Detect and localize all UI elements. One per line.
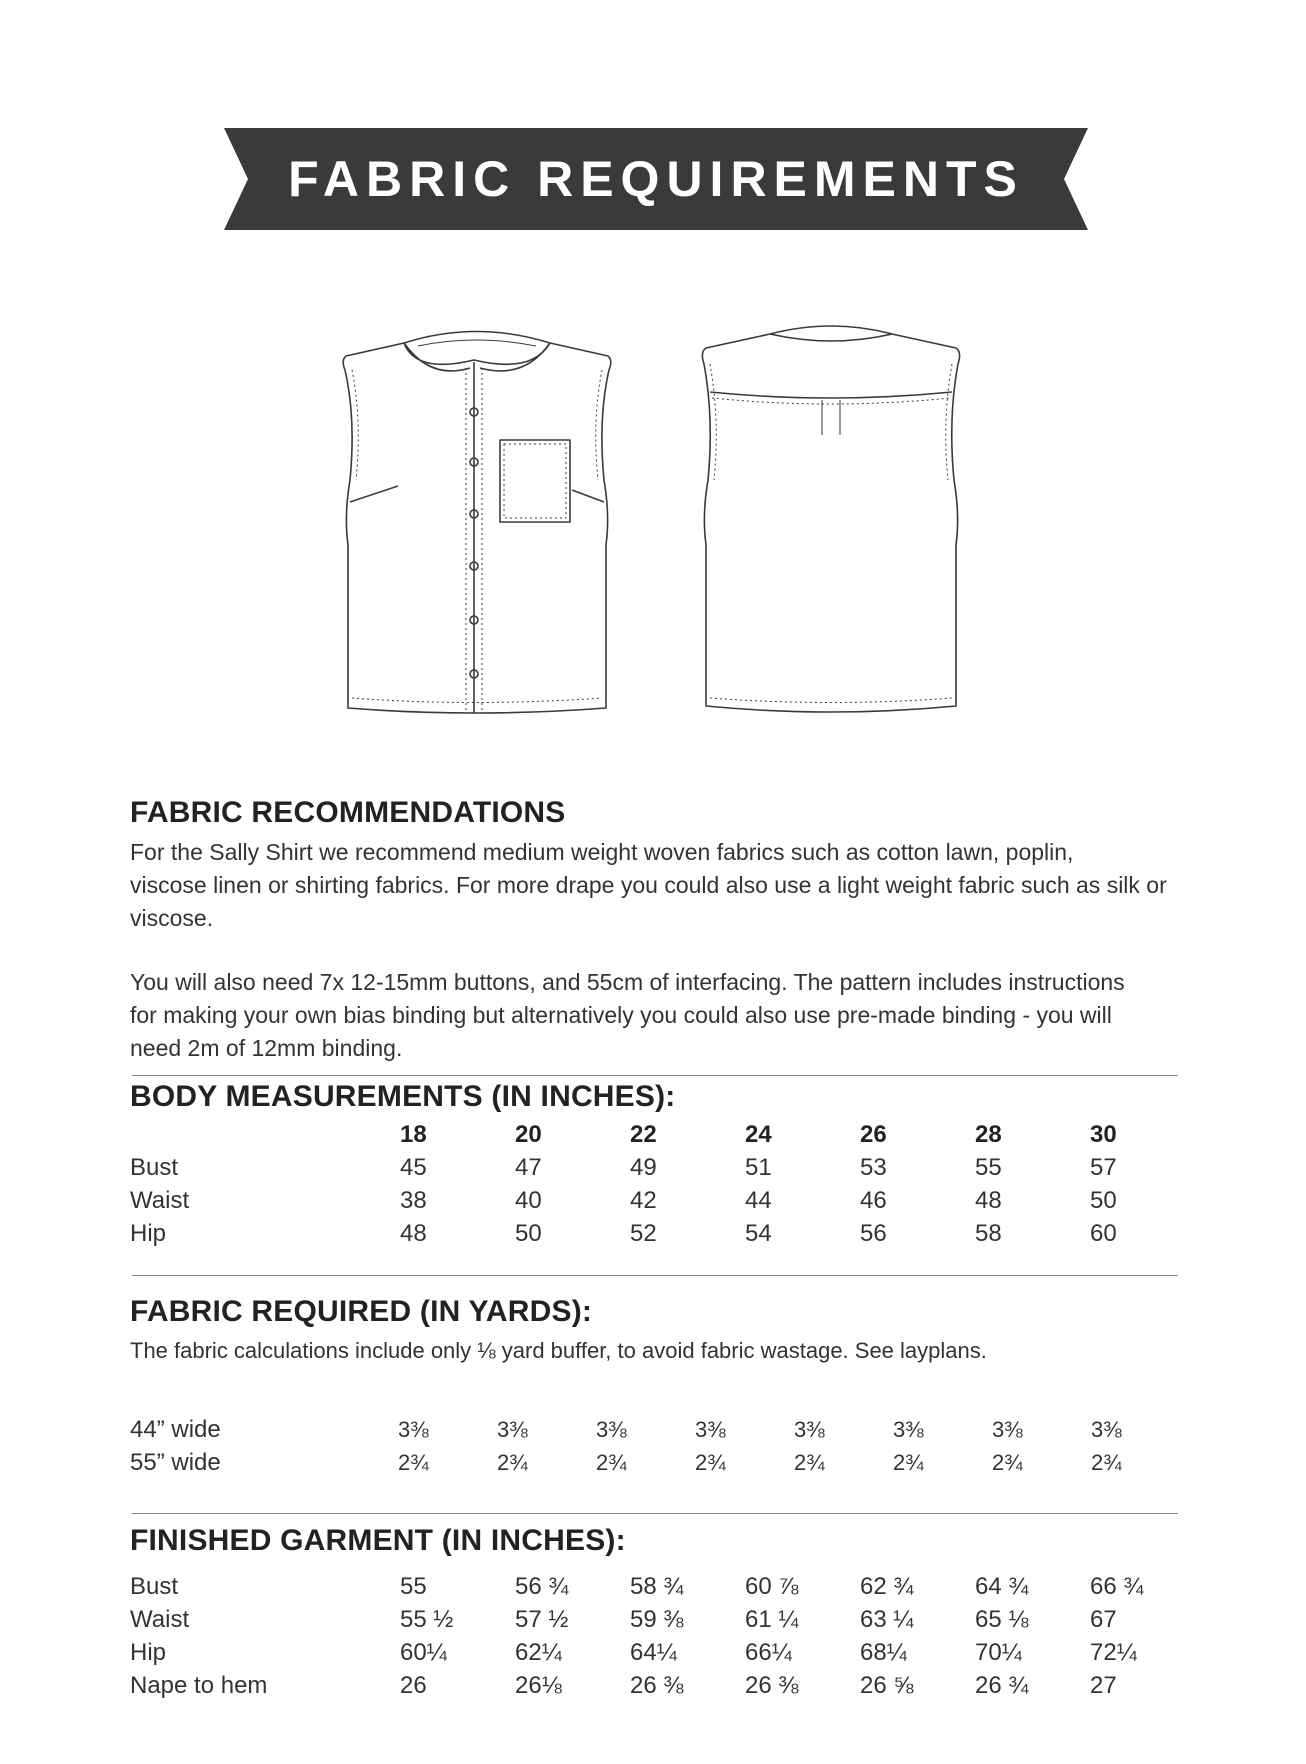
table-cell: 44 xyxy=(745,1187,772,1214)
table-cell: 58 ¾ xyxy=(630,1573,684,1600)
table-cell: 48 xyxy=(975,1187,1002,1214)
fabric-required-note: The fabric calculations include only ⅛ yard buffer, to avoid fabric wastage. See layplans. xyxy=(130,1338,987,1363)
table-cell: 56 ¾ xyxy=(515,1573,569,1600)
table-cell: 27 xyxy=(1090,1672,1117,1699)
table-cell: 3⅜ xyxy=(1091,1417,1122,1442)
table-cell: 26 xyxy=(400,1672,427,1699)
size-header: 28 xyxy=(975,1121,1002,1148)
table-cell: 63 ¼ xyxy=(860,1606,914,1633)
table-cell: 52 xyxy=(630,1220,657,1247)
table-cell: 64¼ xyxy=(630,1639,677,1666)
table-cell: 3⅜ xyxy=(695,1417,726,1442)
size-header: 18 xyxy=(400,1121,427,1148)
body-measurements-heading: BODY MEASUREMENTS (IN INCHES): xyxy=(130,1080,676,1113)
row-label: Hip xyxy=(130,1220,167,1247)
table-cell: 3⅜ xyxy=(794,1417,825,1442)
table-cell: 50 xyxy=(1090,1187,1117,1214)
table-cell: 57 xyxy=(1090,1154,1117,1181)
row-label: 44” wide xyxy=(130,1416,221,1443)
notions-text xyxy=(130,966,1190,1065)
row-label: Nape to hem xyxy=(130,1672,268,1699)
table-cell: 3⅜ xyxy=(497,1417,528,1442)
row-label: Waist xyxy=(130,1606,190,1633)
table-cell: 2¾ xyxy=(794,1450,825,1475)
table-cell: 2¾ xyxy=(1091,1450,1122,1475)
table-cell: 60 ⅞ xyxy=(745,1573,799,1600)
table-cell: 46 xyxy=(860,1187,887,1214)
section-divider xyxy=(132,1275,1178,1276)
table-cell: 55 xyxy=(975,1154,1002,1181)
size-header: 20 xyxy=(515,1121,542,1148)
row-label: Bust xyxy=(130,1154,179,1181)
table-cell: 2¾ xyxy=(893,1450,924,1475)
fabric-recommendations-heading: FABRIC RECOMMENDATIONS xyxy=(130,796,566,829)
table-cell: 55 xyxy=(400,1573,427,1600)
row-label: Hip xyxy=(130,1639,167,1666)
table-cell: 48 xyxy=(400,1220,427,1247)
text-line: For the Sally Shirt we recommend medium weight woven fabrics such as cotton lawn, poplin, xyxy=(130,839,1074,865)
table-cell: 42 xyxy=(630,1187,657,1214)
table-cell: 26 ⅝ xyxy=(860,1672,914,1699)
table-cell: 66¼ xyxy=(745,1639,792,1666)
size-header: 30 xyxy=(1090,1121,1117,1148)
section-divider xyxy=(132,1075,1178,1076)
table-cell: 60 xyxy=(1090,1220,1117,1247)
fabric-recommendations-text xyxy=(130,836,1190,935)
table-cell: 26 ⅜ xyxy=(630,1672,684,1699)
title-banner xyxy=(224,128,1088,230)
row-label: 55” wide xyxy=(130,1449,221,1476)
table-cell: 3⅜ xyxy=(596,1417,627,1442)
section-divider xyxy=(132,1513,1178,1514)
table-cell: 40 xyxy=(515,1187,542,1214)
table-cell: 2¾ xyxy=(596,1450,627,1475)
text-line: viscose linen or shirting fabrics. For more drape you could also use a light weight fabric such as silk or xyxy=(130,872,1167,898)
table-cell: 53 xyxy=(860,1154,887,1181)
text-line: for making your own bias binding but alternatively you could also use pre-made binding - you will xyxy=(130,1002,1112,1028)
table-cell: 66 ¾ xyxy=(1090,1573,1144,1600)
table-cell: 68¼ xyxy=(860,1639,907,1666)
page-title: FABRIC REQUIREMENTS xyxy=(288,151,1024,207)
shirt-front-drawing xyxy=(343,332,611,714)
table-cell: 26 ¾ xyxy=(975,1672,1029,1699)
table-cell: 60¼ xyxy=(400,1639,447,1666)
table-cell: 3⅜ xyxy=(893,1417,924,1442)
size-header: 26 xyxy=(860,1121,887,1148)
table-cell: 50 xyxy=(515,1220,542,1247)
row-label: Waist xyxy=(130,1187,190,1214)
table-cell: 67 xyxy=(1090,1606,1117,1633)
text-line: viscose. xyxy=(130,905,214,931)
table-cell: 54 xyxy=(745,1220,772,1247)
table-cell: 2¾ xyxy=(992,1450,1023,1475)
shirt-back-drawing xyxy=(702,326,959,712)
table-cell: 2¾ xyxy=(497,1450,528,1475)
table-cell: 55 ½ xyxy=(400,1606,454,1633)
table-cell: 62¼ xyxy=(515,1639,562,1666)
table-cell: 3⅜ xyxy=(992,1417,1023,1442)
text-line: You will also need 7x 12-15mm buttons, and 55cm of interfacing. The pattern includes instructions xyxy=(130,969,1125,995)
size-header: 24 xyxy=(745,1121,772,1148)
table-cell: 58 xyxy=(975,1220,1002,1247)
table-cell: 56 xyxy=(860,1220,887,1247)
table-cell: 47 xyxy=(515,1154,542,1181)
table-cell: 65 ⅛ xyxy=(975,1606,1029,1633)
row-label: Bust xyxy=(130,1573,179,1600)
table-cell: 3⅜ xyxy=(398,1417,429,1442)
fabric-required-heading: FABRIC REQUIRED (IN YARDS): xyxy=(130,1295,593,1328)
table-cell: 51 xyxy=(745,1154,772,1181)
table-cell: 59 ⅜ xyxy=(630,1606,684,1633)
table-cell: 64 ¾ xyxy=(975,1573,1029,1600)
table-cell: 72¼ xyxy=(1090,1639,1137,1666)
shirt-illustration xyxy=(0,300,1306,730)
table-cell: 38 xyxy=(400,1187,427,1214)
text-line: need 2m of 12mm binding. xyxy=(130,1035,403,1061)
table-cell: 45 xyxy=(400,1154,427,1181)
finished-garment-heading: FINISHED GARMENT (IN INCHES): xyxy=(130,1524,626,1557)
table-cell: 62 ¾ xyxy=(860,1573,914,1600)
table-cell: 26 ⅜ xyxy=(745,1672,799,1699)
table-cell: 26⅛ xyxy=(515,1672,562,1699)
table-cell: 2¾ xyxy=(398,1450,429,1475)
table-cell: 70¼ xyxy=(975,1639,1022,1666)
table-cell: 57 ½ xyxy=(515,1606,569,1633)
table-cell: 2¾ xyxy=(695,1450,726,1475)
size-header: 22 xyxy=(630,1121,657,1148)
table-cell: 49 xyxy=(630,1154,657,1181)
table-cell: 61 ¼ xyxy=(745,1606,799,1633)
